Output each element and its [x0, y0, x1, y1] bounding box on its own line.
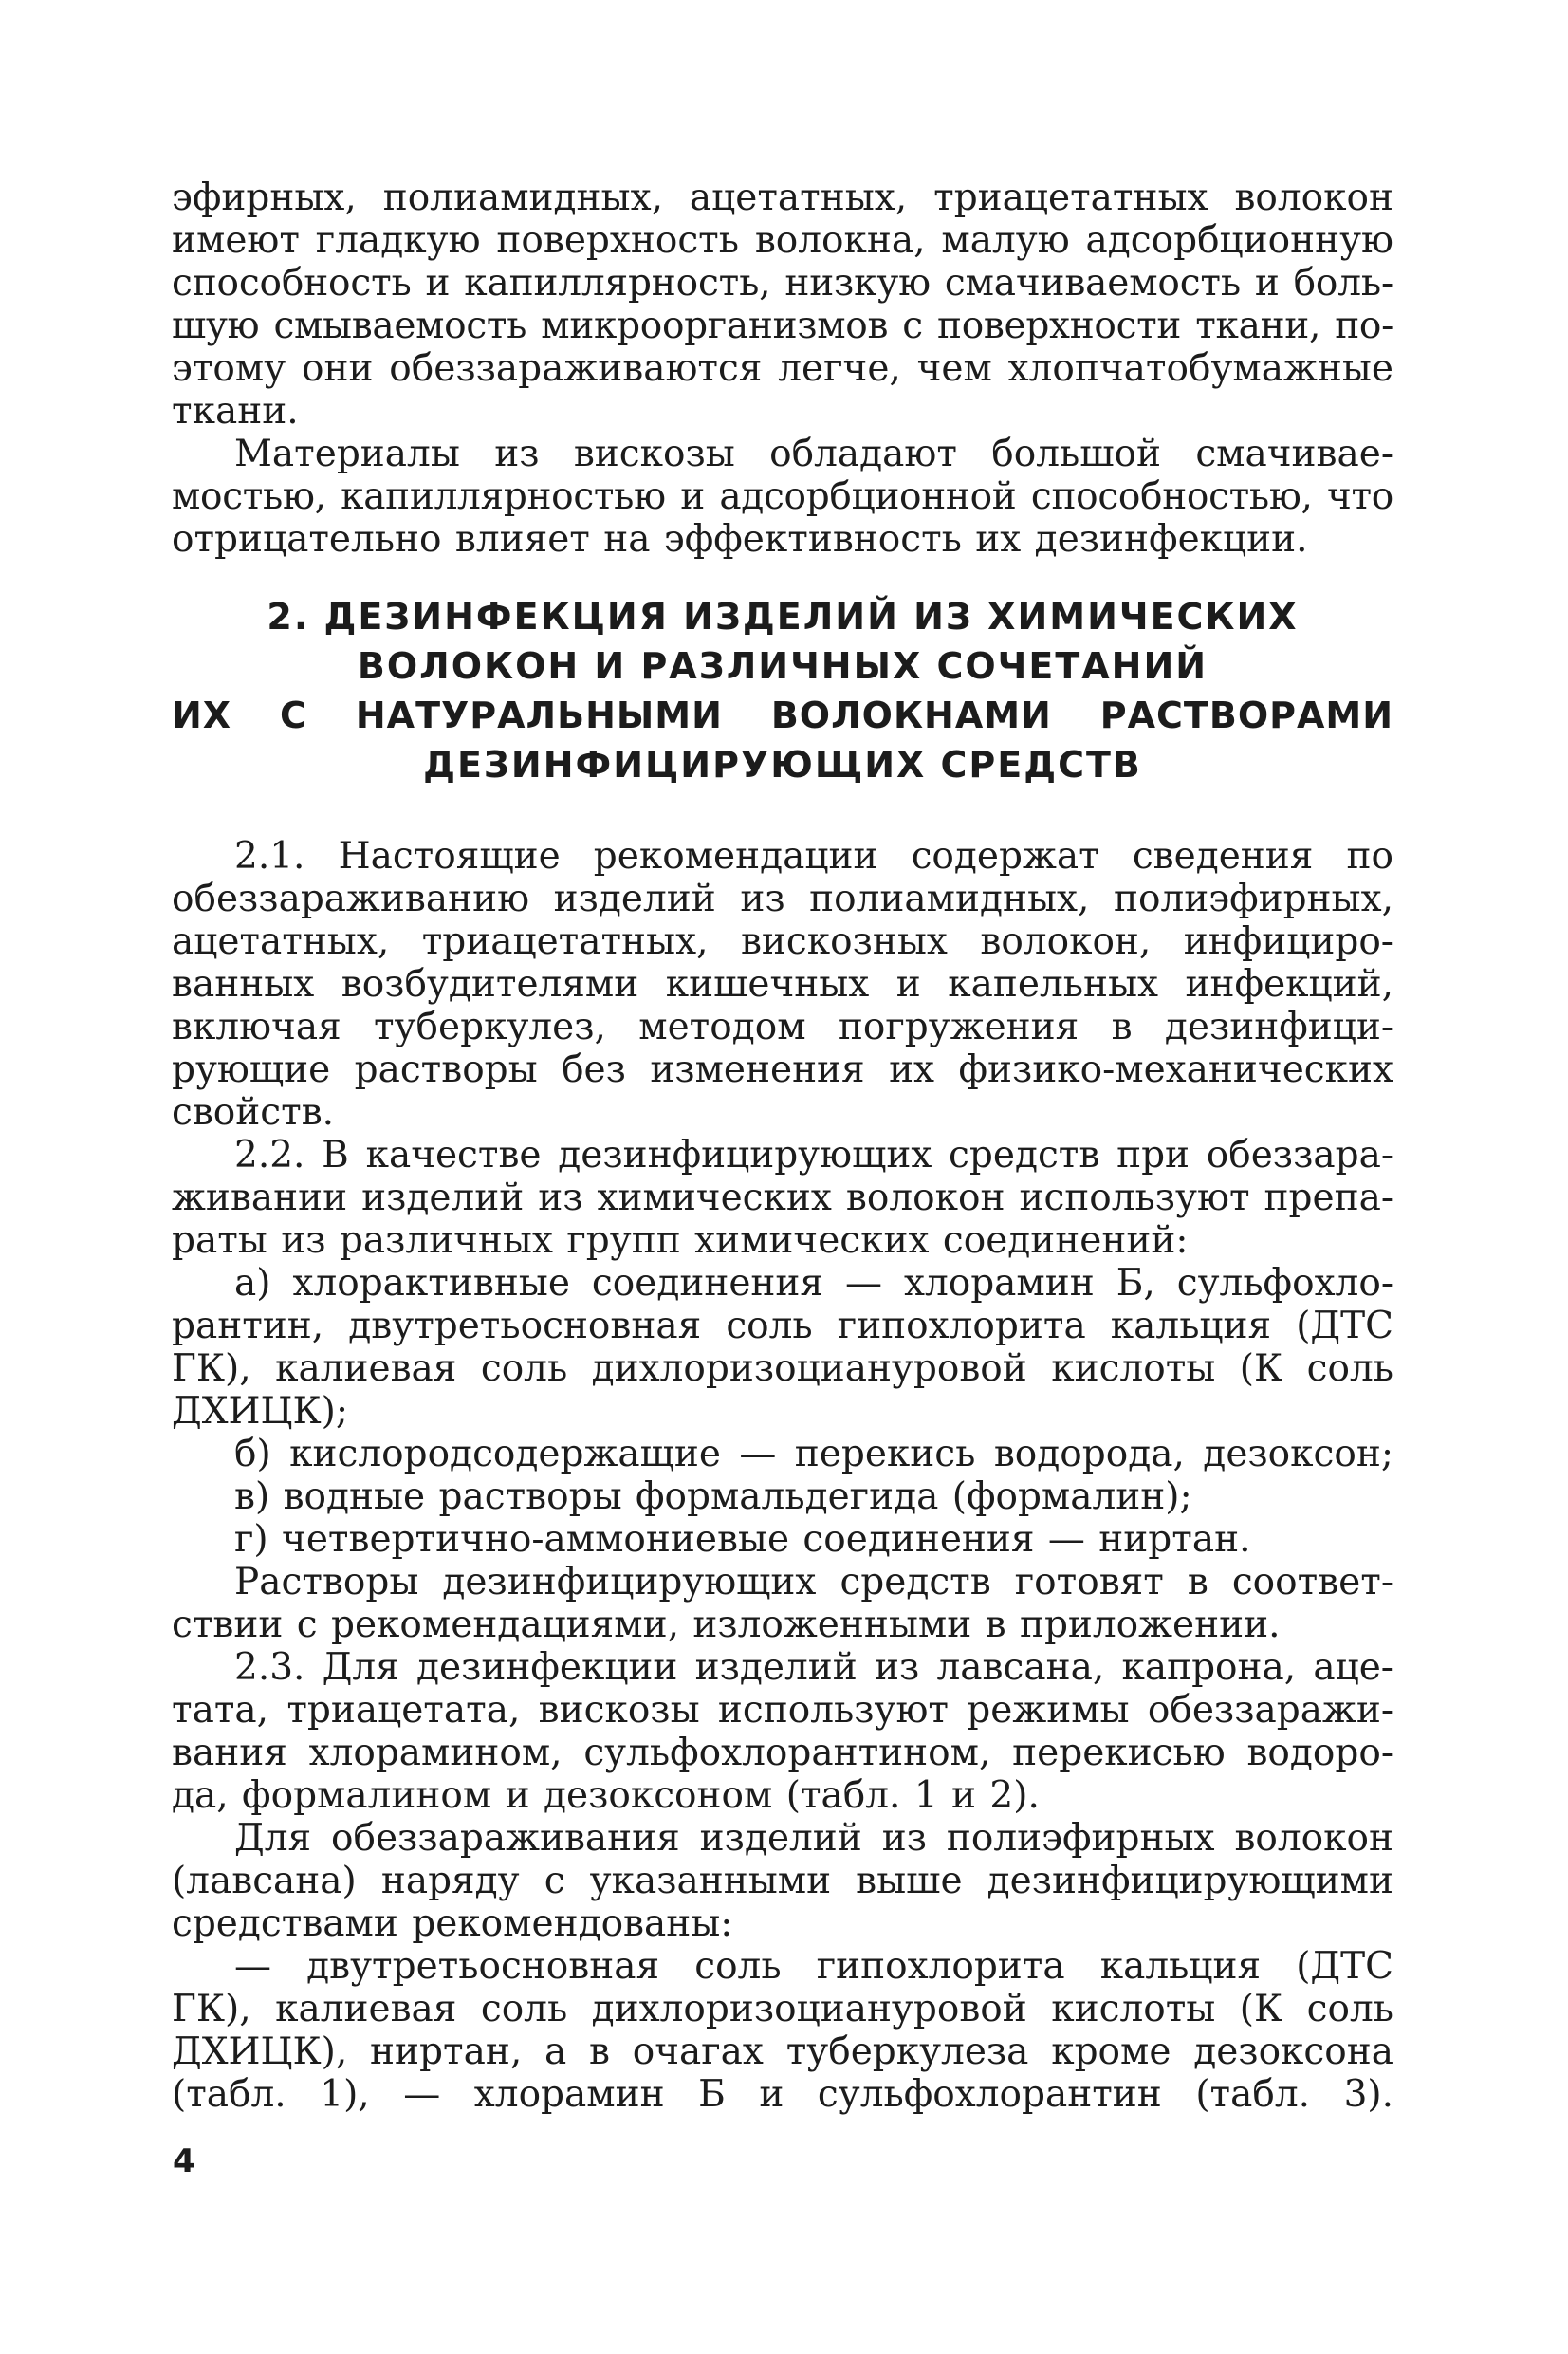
- text-line: — двутретьосновная соль гипохлорита кальция (ДТС: [234, 1945, 1393, 1988]
- text-line: Для обеззараживания изделий из полиэфирных волокон: [234, 1817, 1393, 1860]
- text-line: ДХИЦК);: [172, 1390, 349, 1433]
- text-line: шую смываемость микроорганизмов с поверхности ткани, по-: [172, 305, 1393, 347]
- text-line: рующие растворы без изменения их физико-механических: [172, 1048, 1393, 1091]
- heading-line: 2. ДЕЗИНФЕКЦИЯ ИЗДЕЛИЙ ИЗ ХИМИЧЕСКИХ: [267, 596, 1299, 638]
- text-line: ДХИЦК), ниртан, а в очагах туберкулеза кроме дезоксона: [172, 2030, 1393, 2073]
- text-line: отрицательно влияет на эффективность их дезинфекции.: [172, 518, 1308, 561]
- text-line: Материалы из вискозы обладают большой смачивае-: [234, 433, 1393, 475]
- text-line: ствии с рекомендациями, изложенными в приложении.: [172, 1603, 1281, 1646]
- text-line: г) четвертично-аммониевые соединения — ниртан.: [234, 1518, 1251, 1561]
- text-line: рантин, двутретьосновная соль гипохлорита кальция (ДТС: [172, 1305, 1393, 1347]
- intro-text: [172, 176, 1393, 561]
- paragraph: [172, 433, 1393, 561]
- text-line: 2.2. В качестве дезинфицирующих средств при обеззара-: [234, 1134, 1393, 1177]
- paragraph: [172, 176, 1393, 433]
- text-line: живании изделий из химических волокон используют препа-: [172, 1177, 1393, 1219]
- page-number: 4: [173, 2142, 195, 2180]
- heading-line: ИХ С НАТУРАЛЬНЫМИ ВОЛОКНАМИ РАСТВОРАМИ: [172, 695, 1393, 736]
- text-line: 2.3. Для дезинфекции изделий из лавсана, капрона, аце-: [234, 1646, 1393, 1689]
- text-line: а) хлорактивные соединения — хлорамин Б, сульфохло-: [234, 1262, 1393, 1305]
- text-line: вания хлорамином, сульфохлорантином, перекисью водоро-: [172, 1732, 1393, 1774]
- text-line: ацетатных, триацетатных, вискозных волокон, инфициро-: [172, 920, 1393, 963]
- heading-line: ВОЛОКОН И РАЗЛИЧНЫХ СОЧЕТАНИЙ: [357, 645, 1208, 687]
- text-line: эфирных, полиамидных, ацетатных, триацетатных волокон: [172, 176, 1393, 219]
- text-line: имеют гладкую поверхность волокна, малую адсорбционную: [172, 219, 1393, 262]
- text-line: ткани.: [172, 390, 299, 433]
- text-line: тата, триацетата, вискозы используют режимы обеззаражи-: [172, 1689, 1393, 1732]
- text-line: мостью, капиллярностью и адсорбционной способностью, что: [172, 475, 1393, 518]
- text-line: этому они обеззараживаются легче, чем хлопчатобумажные: [172, 347, 1393, 390]
- text-line: включая туберкулез, методом погружения в дезинфици-: [172, 1006, 1393, 1048]
- text-line: б) кислородсодержащие — перекись водорода, дезоксон;: [234, 1433, 1393, 1475]
- text-line: 2.1. Настоящие рекомендации содержат сведения по: [234, 835, 1393, 878]
- section-heading: [172, 592, 1393, 789]
- text-line: раты из различных групп химических соединений:: [172, 1219, 1189, 1262]
- text-line: средствами рекомендованы:: [172, 1902, 733, 1945]
- text-line: в) водные растворы формальдегида (формалин);: [234, 1475, 1192, 1518]
- heading-line: ДЕЗИНФИЦИРУЮЩИХ СРЕДСТВ: [423, 744, 1142, 786]
- text-line: да, формалином и дезоксоном (табл. 1 и 2).: [172, 1774, 1040, 1817]
- text-line: ванных возбудителями кишечных и капельных инфекций,: [172, 963, 1393, 1006]
- text-line: свойств.: [172, 1091, 335, 1134]
- text-line: (табл. 1), — хлорамин Б и сульфохлорантин (табл. 3).: [172, 2073, 1393, 2116]
- text-line: обеззараживанию изделий из полиамидных, полиэфирных,: [172, 878, 1393, 920]
- section-body: [172, 835, 1393, 2116]
- text-line: Растворы дезинфицирующих средств готовят в соответ-: [234, 1561, 1393, 1603]
- text-line: способность и капиллярность, низкую смачиваемость и боль-: [172, 262, 1393, 305]
- text-line: ГК), калиевая соль дихлоризоциануровой кислоты (К соль: [172, 1347, 1393, 1390]
- text-line: (лавсана) наряду с указанными выше дезинфицирующими: [172, 1860, 1393, 1902]
- text-line: ГК), калиевая соль дихлоризоциануровой кислоты (К соль: [172, 1988, 1393, 2030]
